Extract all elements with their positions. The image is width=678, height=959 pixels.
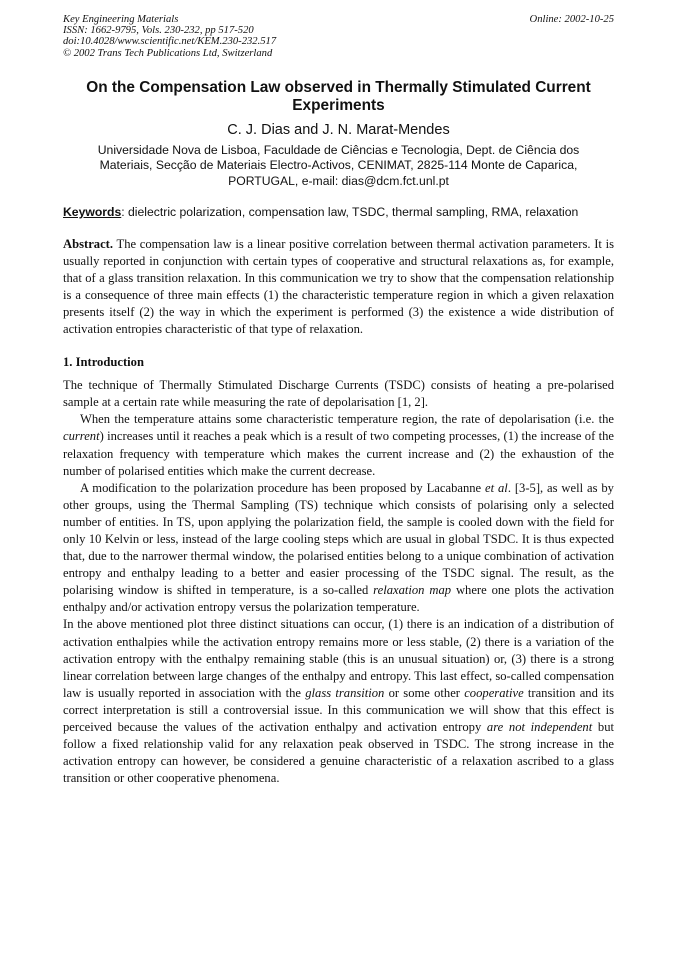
intro-paragraph-1: The technique of Thermally Stimulated Discharge Currents (TSDC) consists of heating a pre-polarised sample at a certain rate while measuring the rate of depolarisation [1, 2]. bbox=[63, 378, 614, 410]
journal-header bbox=[63, 14, 614, 59]
abstract bbox=[63, 236, 614, 339]
intro-paragraph-4 bbox=[63, 616, 614, 787]
paper-title: On the Compensation Law observed in Thermally Stimulated Current Experiments bbox=[86, 78, 591, 115]
p3-text-c: where one plots the activation enthalpy and/or activation entropy versus the polarization temperature. bbox=[63, 583, 615, 615]
author-affiliation: Universidade Nova de Lisboa, Faculdade de Ciências e Tecnologia, Dept. de Ciência dos Materiais, Secção de Materiais Electro-Activos, CENIMAT, 2825-114 Monte de Caparica, PORTUGAL, e-mail: dias@dcm.fct.unl.pt bbox=[97, 142, 580, 188]
p3-emphasis-1: et al bbox=[485, 480, 508, 495]
keywords-line bbox=[63, 204, 614, 220]
abstract-label: Abstract. bbox=[63, 236, 114, 251]
p4-text-b: or some other bbox=[384, 685, 465, 700]
paper-page bbox=[63, 14, 614, 787]
keywords-text: dielectric polarization, compensation law, TSDC, thermal sampling, RMA, relaxation bbox=[128, 204, 579, 219]
keywords-colon: : bbox=[121, 204, 125, 219]
p4-emphasis-3: are not independent bbox=[486, 720, 593, 735]
p3-emphasis-2: relaxation map bbox=[373, 583, 452, 598]
intro-paragraph-2 bbox=[63, 411, 614, 479]
keywords-label: Keywords bbox=[63, 204, 122, 219]
p2-emphasis: current bbox=[63, 429, 100, 444]
p4-emphasis-1: glass transition bbox=[305, 685, 385, 700]
abstract-text: The compensation law is a linear positive correlation between thermal activation parameters. It is usually reported in conjunction with certain types of cooperative and structural relaxations as, for example, that of a glass transition relaxation. In this communication we try to show that the compensation relationship is a consequence of three main effects (1) the characteristic temperature region in which a given relaxation presents itself (2) the way in which the experiment is performed (3) the existence a wide distribution of activation entropies characteristic of that type of relaxation. bbox=[63, 236, 615, 337]
p4-text-c: transition and its correct interpretation is still a controversial issue. In this communication we will show that this effect is perceived because the values of the activation enthalpy and activation entropy bbox=[63, 685, 614, 735]
p2-text-a: When the temperature attains some characteristic temperature region, the rate of depolarisation (i.e. the bbox=[80, 412, 614, 427]
p2-text-b: ) increases until it reaches a peak which is a result of two competing processes, (1) the increase of the relaxation frequency with temperature which makes the current increase and (2) the exhaustion of the number of polarised entities which make the current decrease. bbox=[63, 429, 614, 478]
p4-text-a: In the above mentioned plot three distinct situations can occur, (1) there is an indication of a distribution of activation enthalpies while the activation entropy remains more or less stable, (2) there is a variation of the activation entropy with the enthalpy remaining stable (this is an unusual situation) or, (3) there is a strong linear correlation between large changes of the enthalpy and entropy. This last effect, so-called compensation law is usually reported in association with the bbox=[63, 617, 614, 700]
section-heading-introduction: 1. Introduction bbox=[63, 355, 144, 370]
p4-text-d: but follow a fixed relationship valid for any relaxation peak observed in TSDC. The strong increase in the activation entropy can however, be considered a genuine characteristic of a relaxation ascribed to a glass transition or other cooperative phenomena. bbox=[63, 720, 614, 786]
doi-line: doi:10.4028/www.scientific.net/KEM.230-232.517 bbox=[63, 36, 277, 48]
journal-name: Key Engineering Materials bbox=[63, 14, 179, 25]
online-date: Online: 2002-10-25 bbox=[529, 14, 614, 25]
p3-text-a: A modification to the polarization procedure has been proposed by Lacabanne bbox=[80, 480, 486, 495]
issn-line: ISSN: 1662-9795, Vols. 230-232, pp 517-520 bbox=[63, 25, 254, 37]
p4-emphasis-2: cooperative bbox=[464, 685, 524, 700]
paper-authors: C. J. Dias and J. N. Marat-Mendes bbox=[227, 121, 450, 138]
intro-paragraph-3 bbox=[63, 480, 614, 617]
copyright-line: © 2002 Trans Tech Publications Ltd, Switzerland bbox=[63, 47, 273, 59]
p3-text-b: . [3-5], as well as by other groups, using the Thermal Sampling (TS) technique which consists of polarising only a selected number of entities. In TS, upon applying the polarization field, the sample is cooled down with the field for only 10 Kelvin or less, instead of the large cooling steps which are usual in global TSDC. It is thus expected that, due to the narrower thermal window, the polarised entities belong to a unique combination of activation entropy and enthalpy leading to a better and easier processing of the TSDC signal. The result, as the polarising window is shifted in temperature, is a so-called bbox=[63, 480, 614, 598]
introduction-body bbox=[63, 377, 614, 787]
